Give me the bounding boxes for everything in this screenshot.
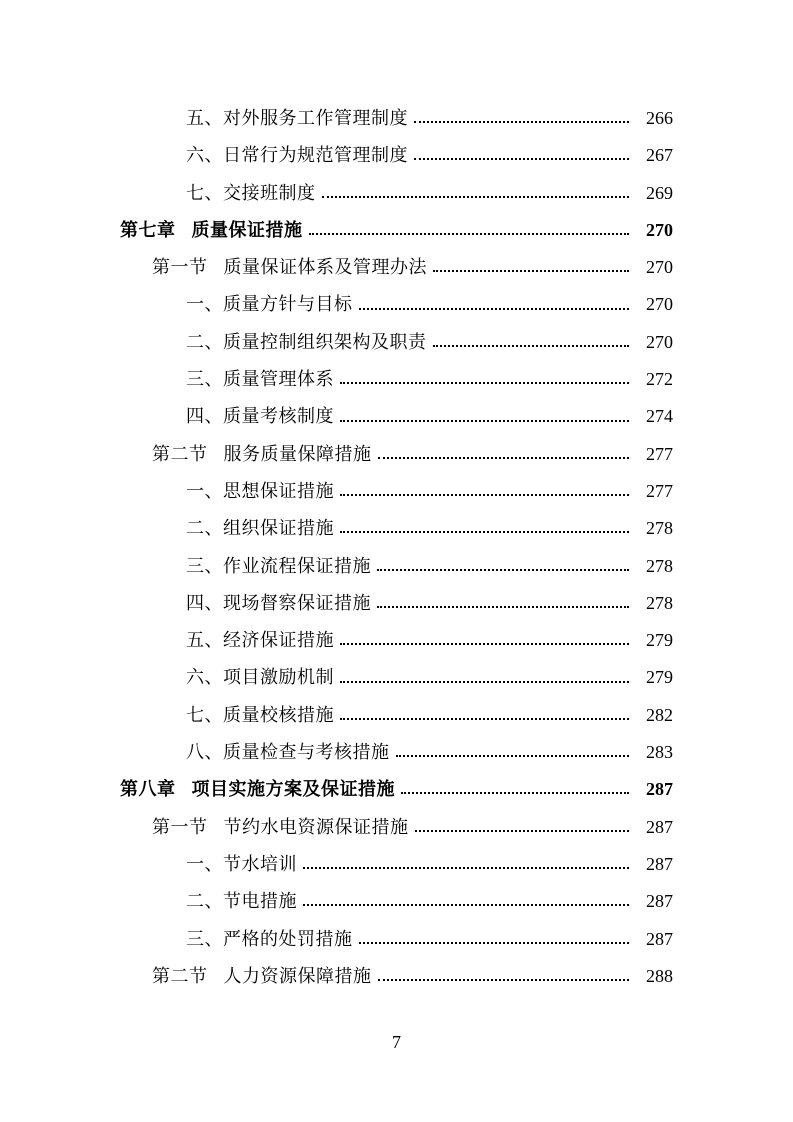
toc-entry-label: [186, 585, 371, 622]
toc-entry-title: 节电措施: [223, 891, 297, 913]
toc-entry-chapter: [0, 771, 793, 808]
toc-entry-item: [0, 697, 793, 734]
toc-entry-number: 第二节: [152, 965, 208, 987]
toc-entry-page: 287: [646, 816, 673, 837]
toc-entry-label: [186, 137, 408, 174]
toc-entry-page: 267: [646, 145, 673, 166]
toc-entry-page: 279: [646, 630, 673, 651]
toc-entry-title: 现场督察保证措施: [223, 592, 371, 614]
dot-leader: [378, 456, 630, 459]
toc-entry-page: 287: [646, 853, 673, 874]
toc-entry-label: [186, 697, 334, 734]
toc-entry-number: 第一节: [152, 257, 208, 279]
toc-entry-label: [186, 324, 427, 361]
toc-entry-number: 六、: [186, 145, 223, 167]
toc-entry-page: 266: [646, 108, 673, 128]
toc-entry-chapter: [0, 212, 793, 249]
toc-entry-section: [0, 249, 793, 286]
toc-entry-page: 270: [646, 219, 673, 240]
toc-entry-page: 287: [646, 779, 673, 800]
toc-entry-item: [0, 324, 793, 361]
dot-leader: [303, 866, 629, 869]
dot-leader: [322, 195, 630, 198]
toc-entry-title: 质量考核制度: [223, 406, 334, 428]
toc-entry-page: 277: [646, 480, 673, 501]
toc-entry-label: [186, 921, 353, 958]
toc-entry-title: 思想保证措施: [223, 480, 334, 502]
toc-entry-number: 第八章: [120, 779, 176, 801]
toc-entry-number: 二、: [186, 518, 223, 540]
toc-entry-item: [0, 921, 793, 958]
toc-entry-item: [0, 585, 793, 622]
dot-leader: [303, 903, 629, 906]
dot-leader: [340, 493, 629, 496]
toc-entry-label: [186, 622, 334, 659]
toc-entry-title: 对外服务工作管理制度: [223, 108, 408, 129]
toc-entry-page: 269: [646, 182, 673, 203]
toc-entry-page: 283: [646, 742, 673, 763]
table-of-contents: [0, 100, 793, 995]
dot-leader: [415, 829, 630, 832]
toc-entry-item: [0, 659, 793, 696]
dot-leader: [340, 717, 629, 720]
toc-entry-page: 270: [646, 331, 673, 352]
toc-entry-item: [0, 175, 793, 212]
toc-entry-label: [186, 286, 353, 323]
toc-entry-title: 交接班制度: [223, 182, 316, 204]
toc-entry-title: 项目实施方案及保证措施: [191, 779, 395, 801]
toc-entry-title: 质量校核措施: [223, 704, 334, 726]
toc-entry-title: 日常行为规范管理制度: [223, 145, 408, 167]
toc-entry-section: [0, 809, 793, 846]
toc-entry-label: [152, 436, 372, 473]
dot-leader: [401, 791, 629, 794]
toc-entry-item: [0, 361, 793, 398]
toc-entry-number: 六、: [186, 667, 223, 689]
toc-entry-page: 288: [646, 965, 673, 986]
dot-leader: [309, 232, 630, 235]
toc-entry-page: 270: [646, 257, 673, 278]
toc-entry-label: [120, 771, 395, 808]
toc-entry-item: [0, 137, 793, 174]
toc-entry-title: 质量保证体系及管理办法: [223, 257, 427, 279]
toc-entry-title: 人力资源保障措施: [223, 965, 372, 987]
toc-entry-item: [0, 548, 793, 585]
toc-entry-page: 274: [646, 406, 673, 427]
toc-entry-item: [0, 100, 793, 137]
toc-entry-number: 七、: [186, 704, 223, 726]
toc-entry-number: 一、: [186, 853, 223, 875]
toc-entry-page: 277: [646, 443, 673, 464]
toc-entry-page: 287: [646, 928, 673, 949]
toc-entry-number: 三、: [186, 928, 223, 950]
toc-entry-title: 严格的处罚措施: [223, 928, 353, 950]
dot-leader: [359, 307, 630, 310]
toc-entry-number: 四、: [186, 592, 223, 614]
dot-leader: [414, 120, 629, 123]
toc-entry-number: 二、: [186, 331, 223, 353]
toc-entry-label: [186, 548, 371, 585]
toc-entry-title: 节水培训: [223, 853, 297, 875]
dot-leader: [378, 978, 630, 981]
toc-entry-page: 270: [646, 294, 673, 315]
toc-entry-page: 278: [646, 592, 673, 613]
toc-entry-label: [152, 249, 427, 286]
toc-entry-item: [0, 846, 793, 883]
toc-entry-title: 质量控制组织架构及职责: [223, 331, 427, 353]
toc-entry-label: [186, 100, 408, 137]
toc-entry-item: [0, 398, 793, 435]
toc-entry-number: 二、: [186, 891, 223, 913]
toc-entry-number: 第二节: [152, 443, 208, 465]
toc-entry-label: [186, 361, 334, 398]
toc-entry-title: 质量管理体系: [223, 369, 334, 391]
toc-entry-item: [0, 734, 793, 771]
toc-entry-number: 八、: [186, 742, 223, 764]
toc-entry-title: 组织保证措施: [223, 518, 334, 540]
toc-entry-label: [186, 846, 297, 883]
toc-entry-section: [0, 436, 793, 473]
dot-leader: [396, 754, 630, 757]
toc-entry-label: [186, 510, 334, 547]
page-number: 7: [392, 1032, 401, 1052]
toc-entry-title: 节约水电资源保证措施: [223, 816, 409, 838]
toc-entry-number: 一、: [186, 480, 223, 502]
toc-entry-title: 作业流程保证措施: [223, 555, 371, 577]
toc-entry-number: 第一节: [152, 816, 208, 838]
dot-leader: [414, 157, 629, 160]
toc-entry-page: 279: [646, 667, 673, 688]
toc-entry-page: 278: [646, 555, 673, 576]
toc-entry-number: 五、: [186, 630, 223, 652]
dot-leader: [377, 605, 629, 608]
toc-entry-label: [186, 175, 316, 212]
toc-entry-title: 质量保证措施: [191, 219, 303, 241]
toc-entry-page: 272: [646, 369, 673, 390]
toc-entry-item: [0, 286, 793, 323]
dot-leader: [340, 530, 629, 533]
toc-entry-page: 287: [646, 891, 673, 912]
toc-entry-title: 经济保证措施: [223, 630, 334, 652]
dot-leader: [340, 680, 629, 683]
dot-leader: [359, 941, 630, 944]
toc-entry-label: [152, 809, 409, 846]
toc-entry-number: 一、: [186, 294, 223, 316]
toc-entry-title: 质量检查与考核措施: [223, 742, 390, 764]
toc-entry-label: [186, 398, 334, 435]
toc-entry-section: [0, 958, 793, 995]
toc-entry-title: 项目激励机制: [223, 667, 334, 689]
dot-leader: [433, 344, 630, 347]
dot-leader: [340, 381, 629, 384]
dot-leader: [377, 568, 629, 571]
toc-entry-item: [0, 883, 793, 920]
toc-entry-number: 四、: [186, 406, 223, 428]
dot-leader: [340, 419, 629, 422]
dot-leader: [340, 642, 629, 645]
toc-entry-label: [186, 734, 390, 771]
toc-entry-item: [0, 622, 793, 659]
toc-entry-label: [186, 883, 297, 920]
toc-entry-item: [0, 510, 793, 547]
toc-entry-label: [186, 473, 334, 510]
dot-leader: [433, 269, 629, 272]
toc-entry-title: 质量方针与目标: [223, 294, 353, 316]
toc-entry-title: 服务质量保障措施: [223, 443, 372, 465]
toc-entry-label: [120, 212, 303, 249]
toc-entry-label: [186, 659, 334, 696]
toc-entry-number: 三、: [186, 555, 223, 577]
toc-entry-page: 282: [646, 704, 673, 725]
toc-entry-number: 五、: [186, 108, 223, 129]
toc-entry-page: 278: [646, 518, 673, 539]
toc-entry-number: 第七章: [120, 219, 176, 241]
toc-entry-item: [0, 473, 793, 510]
toc-entry-number: 七、: [186, 182, 223, 204]
toc-entry-number: 三、: [186, 369, 223, 391]
toc-entry-label: [152, 958, 372, 995]
